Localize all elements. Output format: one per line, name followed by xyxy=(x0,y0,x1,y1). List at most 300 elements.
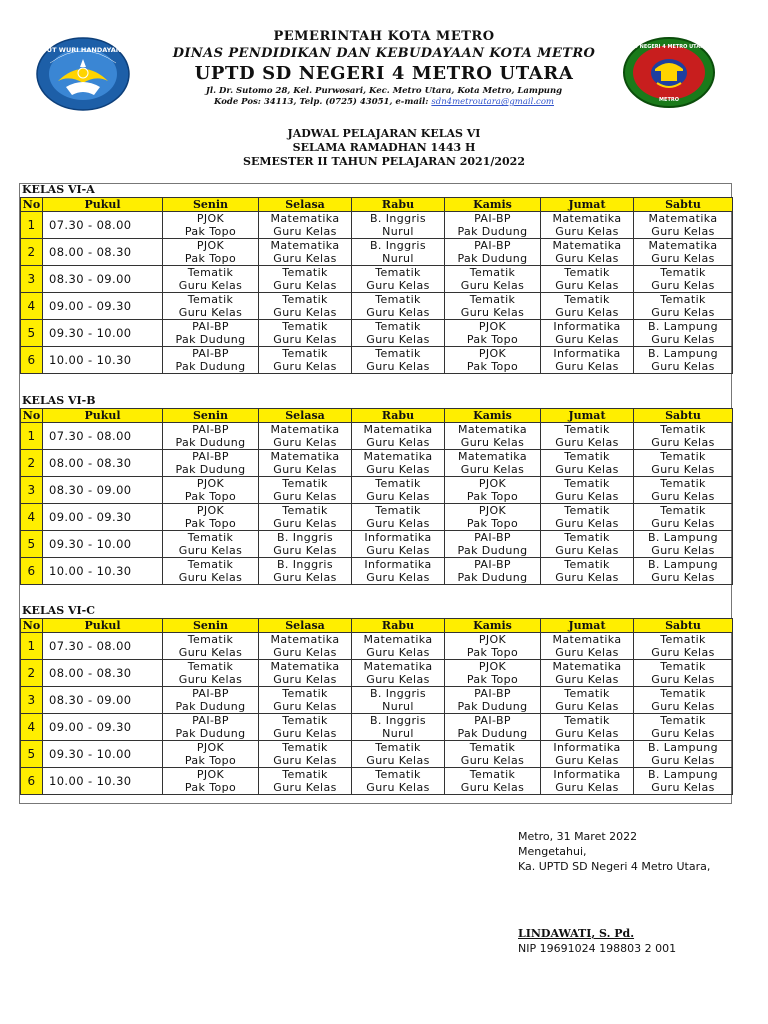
teacher-cell: Nurul xyxy=(352,225,445,239)
teacher-cell: Guru Kelas xyxy=(352,279,445,293)
teacher-cell: Nurul xyxy=(352,700,445,714)
period-time: 10.00 - 10.30 xyxy=(43,347,163,374)
department-name: DINAS PENDIDIKAN DAN KEBUDAYAAN KOTA METRO xyxy=(172,46,596,61)
period-time: 09.30 - 10.00 xyxy=(43,320,163,347)
teacher-cell: Pak Topo xyxy=(163,517,259,531)
period-time: 07.30 - 08.00 xyxy=(43,423,163,450)
teacher-cell: Guru Kelas xyxy=(352,360,445,374)
teacher-cell: Pak Topo xyxy=(163,252,259,266)
subject-cell: B. Lampung xyxy=(634,531,733,545)
subject-cell: Matematika xyxy=(541,633,634,647)
period-number: 6 xyxy=(21,558,43,585)
teacher-cell: Pak Topo xyxy=(445,490,541,504)
teacher-cell: Guru Kelas xyxy=(352,436,445,450)
subject-cell: Matematika xyxy=(259,212,352,226)
subject-cell: Tematik xyxy=(352,504,445,518)
subject-cell: Informatika xyxy=(352,558,445,572)
teacher-cell: Pak Dudung xyxy=(445,252,541,266)
subject-cell: Tematik xyxy=(634,714,733,728)
period-number: 5 xyxy=(21,320,43,347)
table-row xyxy=(21,504,733,518)
subject-cell: Tematik xyxy=(445,768,541,782)
teacher-cell: Guru Kelas xyxy=(634,727,733,741)
subject-cell: Tematik xyxy=(163,633,259,647)
table-row xyxy=(21,266,733,280)
subject-cell: Tematik xyxy=(541,477,634,491)
subject-cell: Tematik xyxy=(259,320,352,334)
table-row xyxy=(21,714,733,728)
subject-cell: PJOK xyxy=(445,660,541,674)
signature-place-date: Metro, 31 Maret 2022 xyxy=(518,830,638,843)
subject-cell: B. Inggris xyxy=(259,531,352,545)
subject-cell: Matematika xyxy=(634,212,733,226)
period-number: 3 xyxy=(21,477,43,504)
subject-cell: Matematika xyxy=(634,239,733,253)
subject-cell: Tematik xyxy=(541,531,634,545)
teacher-cell: Guru Kelas xyxy=(541,754,634,768)
subject-cell: B. Lampung xyxy=(634,347,733,361)
teacher-cell: Pak Topo xyxy=(445,673,541,687)
teacher-cell: Guru Kelas xyxy=(352,781,445,795)
table-row xyxy=(21,687,733,701)
teacher-cell: Guru Kelas xyxy=(445,463,541,477)
subject-cell: Tematik xyxy=(634,477,733,491)
subject-cell: Tematik xyxy=(634,504,733,518)
teacher-cell: Guru Kelas xyxy=(634,517,733,531)
subject-cell: PAI-BP xyxy=(163,347,259,361)
subject-cell: Matematika xyxy=(259,423,352,437)
teacher-cell: Guru Kelas xyxy=(352,544,445,558)
subject-cell: Matematika xyxy=(541,239,634,253)
teacher-cell: Guru Kelas xyxy=(259,360,352,374)
subject-cell: Tematik xyxy=(634,687,733,701)
subject-cell: PAI-BP xyxy=(445,714,541,728)
subject-cell: Tematik xyxy=(259,741,352,755)
column-header: Kamis xyxy=(445,198,541,212)
period-time: 09.00 - 09.30 xyxy=(43,714,163,741)
subject-cell: Informatika xyxy=(541,347,634,361)
subject-cell: Tematik xyxy=(634,293,733,307)
teacher-cell: Guru Kelas xyxy=(259,571,352,585)
teacher-cell: Pak Topo xyxy=(163,490,259,504)
table-row xyxy=(21,741,733,755)
class-label: KELAS VI-B xyxy=(22,394,96,407)
column-header: Pukul xyxy=(43,198,163,212)
subject-cell: Tematik xyxy=(259,687,352,701)
column-header: No xyxy=(21,198,43,212)
teacher-cell: Guru Kelas xyxy=(634,571,733,585)
column-header: Pukul xyxy=(43,619,163,633)
subject-cell: Matematika xyxy=(445,423,541,437)
subject-cell: PAI-BP xyxy=(445,212,541,226)
teacher-cell: Guru Kelas xyxy=(163,673,259,687)
period-number: 3 xyxy=(21,687,43,714)
subject-cell: PJOK xyxy=(445,633,541,647)
period-number: 5 xyxy=(21,531,43,558)
schedule-table xyxy=(20,197,733,374)
teacher-cell: Guru Kelas xyxy=(352,306,445,320)
subject-cell: Matematika xyxy=(445,450,541,464)
teacher-cell: Guru Kelas xyxy=(352,517,445,531)
government-name: PEMERINTAH KOTA METRO xyxy=(273,29,495,44)
teacher-cell: Pak Topo xyxy=(445,333,541,347)
period-number: 4 xyxy=(21,714,43,741)
teacher-cell: Guru Kelas xyxy=(634,781,733,795)
subject-cell: PJOK xyxy=(445,347,541,361)
subject-cell: Tematik xyxy=(259,293,352,307)
subject-cell: B. Inggris xyxy=(352,687,445,701)
teacher-cell: Pak Topo xyxy=(445,646,541,660)
subject-cell: PAI-BP xyxy=(445,558,541,572)
subject-cell: PAI-BP xyxy=(163,687,259,701)
period-time: 08.00 - 08.30 xyxy=(43,450,163,477)
teacher-cell: Guru Kelas xyxy=(259,463,352,477)
subject-cell: Tematik xyxy=(541,687,634,701)
subject-cell: Tematik xyxy=(634,660,733,674)
subject-cell: Matematika xyxy=(541,212,634,226)
subject-cell: PJOK xyxy=(163,239,259,253)
subject-cell: Tematik xyxy=(163,293,259,307)
class-section xyxy=(20,183,732,374)
subject-cell: B. Lampung xyxy=(634,320,733,334)
schedule-semester: SEMESTER II TAHUN PELAJARAN 2021/2022 xyxy=(243,155,525,168)
table-row xyxy=(21,347,733,361)
subject-cell: B. Lampung xyxy=(634,741,733,755)
subject-cell: Tematik xyxy=(163,266,259,280)
subject-cell: Tematik xyxy=(445,293,541,307)
subject-cell: Tematik xyxy=(634,423,733,437)
teacher-cell: Guru Kelas xyxy=(541,306,634,320)
period-number: 4 xyxy=(21,293,43,320)
period-time: 08.30 - 09.00 xyxy=(43,266,163,293)
teacher-cell: Guru Kelas xyxy=(634,333,733,347)
teacher-cell: Guru Kelas xyxy=(541,252,634,266)
teacher-cell: Guru Kelas xyxy=(634,225,733,239)
teacher-cell: Pak Dudung xyxy=(445,571,541,585)
teacher-cell: Pak Topo xyxy=(445,360,541,374)
teacher-cell: Guru Kelas xyxy=(634,700,733,714)
teacher-cell: Guru Kelas xyxy=(352,463,445,477)
subject-cell: Tematik xyxy=(259,477,352,491)
period-number: 1 xyxy=(21,212,43,239)
subject-cell: Tematik xyxy=(541,450,634,464)
subject-cell: PAI-BP xyxy=(445,531,541,545)
subject-cell: Tematik xyxy=(541,423,634,437)
teacher-cell: Guru Kelas xyxy=(541,700,634,714)
period-number: 5 xyxy=(21,741,43,768)
table-row xyxy=(21,450,733,464)
column-header: Senin xyxy=(163,619,259,633)
teacher-cell: Guru Kelas xyxy=(352,646,445,660)
teacher-cell: Guru Kelas xyxy=(445,754,541,768)
period-number: 1 xyxy=(21,423,43,450)
column-header: Sabtu xyxy=(634,198,733,212)
column-header: Sabtu xyxy=(634,409,733,423)
teacher-cell: Pak Dudung xyxy=(445,700,541,714)
teacher-cell: Guru Kelas xyxy=(634,252,733,266)
teacher-cell: Guru Kelas xyxy=(541,646,634,660)
teacher-cell: Guru Kelas xyxy=(634,673,733,687)
subject-cell: PAI-BP xyxy=(163,714,259,728)
class-label: KELAS VI-A xyxy=(22,183,95,196)
subject-cell: Tematik xyxy=(352,477,445,491)
period-time: 07.30 - 08.00 xyxy=(43,633,163,660)
column-header: Kamis xyxy=(445,409,541,423)
subject-cell: Tematik xyxy=(163,558,259,572)
teacher-cell: Guru Kelas xyxy=(163,306,259,320)
teacher-cell: Guru Kelas xyxy=(163,544,259,558)
teacher-cell: Guru Kelas xyxy=(352,571,445,585)
column-header: Jumat xyxy=(541,198,634,212)
svg-text:SD NEGERI 4 METRO UTARA: SD NEGERI 4 METRO UTARA xyxy=(630,44,708,50)
subject-cell: Tematik xyxy=(541,714,634,728)
column-header: Rabu xyxy=(352,619,445,633)
teacher-cell: Guru Kelas xyxy=(259,436,352,450)
subject-cell: Tematik xyxy=(163,660,259,674)
svg-text:METRO: METRO xyxy=(659,97,679,103)
subject-cell: Tematik xyxy=(259,504,352,518)
column-header: Jumat xyxy=(541,619,634,633)
table-row xyxy=(21,633,733,647)
teacher-cell: Pak Topo xyxy=(163,225,259,239)
period-time: 10.00 - 10.30 xyxy=(43,768,163,795)
header-row xyxy=(21,198,733,212)
email-link[interactable]: sdn4metroutara@gmail.com xyxy=(431,97,554,107)
teacher-cell: Guru Kelas xyxy=(634,463,733,477)
teacher-cell: Pak Dudung xyxy=(445,544,541,558)
teacher-cell: Pak Dudung xyxy=(445,727,541,741)
table-row xyxy=(21,423,733,437)
letterhead xyxy=(0,0,768,118)
table-row xyxy=(21,660,733,674)
teacher-cell: Guru Kelas xyxy=(259,517,352,531)
table-row xyxy=(21,558,733,572)
subject-cell: Informatika xyxy=(541,320,634,334)
teacher-cell: Guru Kelas xyxy=(259,781,352,795)
subject-cell: PJOK xyxy=(163,212,259,226)
teacher-cell: Pak Topo xyxy=(163,781,259,795)
period-time: 08.30 - 09.00 xyxy=(43,687,163,714)
teacher-cell: Guru Kelas xyxy=(259,279,352,293)
column-header: Selasa xyxy=(259,409,352,423)
subject-cell: Tematik xyxy=(445,266,541,280)
teacher-cell: Guru Kelas xyxy=(541,673,634,687)
teacher-cell: Guru Kelas xyxy=(541,333,634,347)
teacher-cell: Guru Kelas xyxy=(541,727,634,741)
period-number: 6 xyxy=(21,768,43,795)
teacher-cell: Guru Kelas xyxy=(259,700,352,714)
subject-cell: Tematik xyxy=(352,347,445,361)
period-number: 2 xyxy=(21,660,43,687)
subject-cell: PJOK xyxy=(445,477,541,491)
teacher-cell: Guru Kelas xyxy=(634,754,733,768)
subject-cell: Tematik xyxy=(541,293,634,307)
period-number: 2 xyxy=(21,239,43,266)
teacher-cell: Pak Dudung xyxy=(163,436,259,450)
table-row xyxy=(21,531,733,545)
subject-cell: Tematik xyxy=(634,633,733,647)
subject-cell: Tematik xyxy=(163,531,259,545)
teacher-cell: Guru Kelas xyxy=(259,754,352,768)
subject-cell: PJOK xyxy=(163,504,259,518)
table-row xyxy=(21,768,733,782)
teacher-cell: Guru Kelas xyxy=(634,279,733,293)
subject-cell: Tematik xyxy=(634,450,733,464)
subject-cell: Tematik xyxy=(259,266,352,280)
subject-cell: Tematik xyxy=(259,347,352,361)
teacher-cell: Guru Kelas xyxy=(445,306,541,320)
teacher-cell: Guru Kelas xyxy=(541,225,634,239)
table-row xyxy=(21,320,733,334)
teacher-cell: Guru Kelas xyxy=(259,673,352,687)
school-name: UPTD SD NEGERI 4 METRO UTARA xyxy=(194,63,574,84)
signature-acknowledged: Mengetahui, xyxy=(518,845,587,858)
teacher-cell: Pak Dudung xyxy=(163,463,259,477)
subject-cell: Matematika xyxy=(259,660,352,674)
subject-cell: PJOK xyxy=(445,504,541,518)
school-logo xyxy=(623,37,715,108)
teacher-cell: Nurul xyxy=(352,727,445,741)
teacher-cell: Guru Kelas xyxy=(541,360,634,374)
teacher-cell: Guru Kelas xyxy=(541,544,634,558)
column-header: Jumat xyxy=(541,409,634,423)
subject-cell: B. Lampung xyxy=(634,558,733,572)
subject-cell: PAI-BP xyxy=(163,423,259,437)
subject-cell: Matematika xyxy=(352,450,445,464)
signature-position: Ka. UPTD SD Negeri 4 Metro Utara, xyxy=(518,860,711,873)
period-time: 08.30 - 09.00 xyxy=(43,477,163,504)
teacher-cell: Guru Kelas xyxy=(259,252,352,266)
teacher-cell: Guru Kelas xyxy=(352,754,445,768)
schedule-period: SELAMA RAMADHAN 1443 H xyxy=(292,141,476,154)
teacher-cell: Guru Kelas xyxy=(541,490,634,504)
signatory-nip: NIP 19691024 198803 2 001 xyxy=(518,942,677,955)
subject-cell: Matematika xyxy=(352,633,445,647)
teacher-cell: Guru Kelas xyxy=(259,544,352,558)
school-address: Jl. Dr. Sutomo 28, Kel. Purwosari, Kec. Metro Utara, Kota Metro, Lampung xyxy=(205,86,563,96)
subject-cell: PJOK xyxy=(163,477,259,491)
teacher-cell: Guru Kelas xyxy=(445,436,541,450)
period-time: 07.30 - 08.00 xyxy=(43,212,163,239)
subject-cell: Informatika xyxy=(541,768,634,782)
period-time: 09.00 - 09.30 xyxy=(43,504,163,531)
teacher-cell: Pak Topo xyxy=(445,517,541,531)
teacher-cell: Guru Kelas xyxy=(541,279,634,293)
period-number: 6 xyxy=(21,347,43,374)
teacher-cell: Pak Dudung xyxy=(163,360,259,374)
subject-cell: PJOK xyxy=(163,741,259,755)
teacher-cell: Guru Kelas xyxy=(634,490,733,504)
subject-cell: Tematik xyxy=(541,558,634,572)
teacher-cell: Pak Dudung xyxy=(163,333,259,347)
period-time: 08.00 - 08.30 xyxy=(43,239,163,266)
period-number: 1 xyxy=(21,633,43,660)
class-section xyxy=(20,604,732,795)
table-row xyxy=(21,239,733,253)
contact-text: Kode Pos: 34113, Telp. (0725) 43051, e-mail: xyxy=(214,97,432,107)
teacher-cell: Guru Kelas xyxy=(541,517,634,531)
teacher-cell: Guru Kelas xyxy=(634,544,733,558)
subject-cell: Matematika xyxy=(259,450,352,464)
teacher-cell: Guru Kelas xyxy=(163,279,259,293)
table-row xyxy=(21,293,733,307)
period-time: 08.00 - 08.30 xyxy=(43,660,163,687)
teacher-cell: Guru Kelas xyxy=(352,490,445,504)
subject-cell: Matematika xyxy=(259,633,352,647)
teacher-cell: Guru Kelas xyxy=(541,463,634,477)
subject-cell: Tematik xyxy=(259,768,352,782)
teacher-cell: Guru Kelas xyxy=(352,333,445,347)
teacher-cell: Guru Kelas xyxy=(352,673,445,687)
teacher-cell: Guru Kelas xyxy=(541,436,634,450)
column-header: Senin xyxy=(163,409,259,423)
subject-cell: Tematik xyxy=(445,741,541,755)
class-section xyxy=(20,394,732,585)
period-time: 10.00 - 10.30 xyxy=(43,558,163,585)
teacher-cell: Pak Dudung xyxy=(445,225,541,239)
period-time: 09.30 - 10.00 xyxy=(43,741,163,768)
column-header: Senin xyxy=(163,198,259,212)
column-header: Rabu xyxy=(352,409,445,423)
teacher-cell: Nurul xyxy=(352,252,445,266)
column-header: Selasa xyxy=(259,198,352,212)
subject-cell: Tematik xyxy=(352,741,445,755)
subject-cell: Matematika xyxy=(352,660,445,674)
subject-cell: Tematik xyxy=(352,320,445,334)
teacher-cell: Pak Dudung xyxy=(163,727,259,741)
teacher-cell: Guru Kelas xyxy=(541,781,634,795)
teacher-cell: Guru Kelas xyxy=(259,646,352,660)
teacher-cell: Guru Kelas xyxy=(259,333,352,347)
subject-cell: PJOK xyxy=(445,320,541,334)
teacher-cell: Guru Kelas xyxy=(163,571,259,585)
column-header: Kamis xyxy=(445,619,541,633)
schedule-table xyxy=(20,408,733,585)
table-row xyxy=(21,477,733,491)
subject-cell: PAI-BP xyxy=(163,450,259,464)
period-number: 2 xyxy=(21,450,43,477)
teacher-cell: Guru Kelas xyxy=(541,571,634,585)
subject-cell: Matematika xyxy=(541,660,634,674)
subject-cell: Matematika xyxy=(259,239,352,253)
teacher-cell: Guru Kelas xyxy=(634,306,733,320)
subject-cell: Matematika xyxy=(352,423,445,437)
subject-cell: Tematik xyxy=(352,266,445,280)
column-header: No xyxy=(21,409,43,423)
teacher-cell: Guru Kelas xyxy=(259,727,352,741)
subject-cell: PAI-BP xyxy=(163,320,259,334)
teacher-cell: Guru Kelas xyxy=(259,225,352,239)
teacher-cell: Pak Dudung xyxy=(163,700,259,714)
subject-cell: Tematik xyxy=(541,504,634,518)
subject-cell: PJOK xyxy=(163,768,259,782)
subject-cell: PAI-BP xyxy=(445,687,541,701)
header-row xyxy=(21,409,733,423)
period-number: 3 xyxy=(21,266,43,293)
column-header: Pukul xyxy=(43,409,163,423)
column-header: No xyxy=(21,619,43,633)
period-time: 09.00 - 09.30 xyxy=(43,293,163,320)
teacher-cell: Guru Kelas xyxy=(445,781,541,795)
column-header: Sabtu xyxy=(634,619,733,633)
schedule-title: JADWAL PELAJARAN KELAS VI xyxy=(287,127,481,140)
subject-cell: Tematik xyxy=(352,768,445,782)
table-row xyxy=(21,212,733,226)
teacher-cell: Guru Kelas xyxy=(445,279,541,293)
subject-cell: Informatika xyxy=(352,531,445,545)
period-number: 4 xyxy=(21,504,43,531)
signatory-name: LINDAWATI, S. Pd. xyxy=(518,927,635,940)
